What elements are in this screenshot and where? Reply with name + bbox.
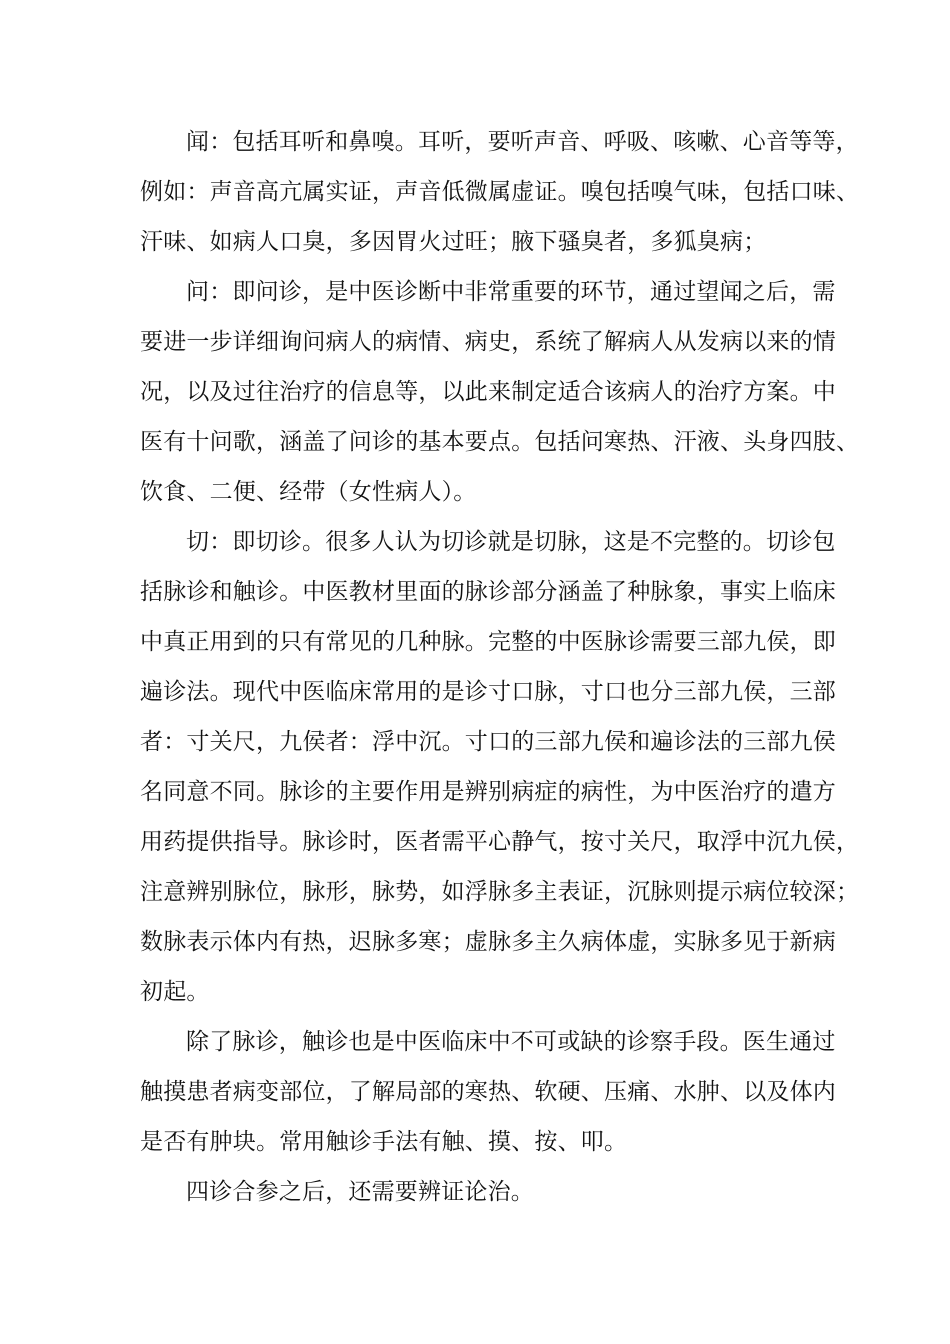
text-line: 数脉表示体内有热，迟脉多寒；虚脉多主久病体虚，实脉多见于新病 xyxy=(140,929,836,955)
text-line: 是否有肿块。常用触诊手法有触、摸、按、叩。 xyxy=(140,1129,628,1155)
text-line: 医有十问歌，涵盖了问诊的基本要点。包括问寒热、汗液、头身四肢、 xyxy=(140,429,860,455)
paragraph-palpation xyxy=(140,1022,836,1172)
text-line: 用药提供指导。脉诊时，医者需平心静气，按寸关尺，取浮中沉九侯， xyxy=(140,829,860,855)
text-line: 除了脉诊，触诊也是中医临床中不可或缺的诊察手段。医生通过 xyxy=(186,1029,836,1055)
text-line: 汗味、如病人口臭，多因胃火过旺；腋下骚臭者，多狐臭病； xyxy=(140,229,767,255)
paragraph-conclusion xyxy=(140,1172,830,1222)
paragraph-wen xyxy=(140,122,860,272)
text-line: 饮食、二便、经带（女性病人）。 xyxy=(140,479,477,505)
text-line: 中真正用到的只有常见的几种脉。完整的中医脉诊需要三部九侯，即 xyxy=(140,629,836,655)
paragraph-wen-inquiry xyxy=(140,272,860,522)
text-line: 要进一步详细询问病人的病情、病史，系统了解病人从发病以来的情 xyxy=(140,329,836,355)
text-line: 问：即问诊，是中医诊断中非常重要的环节，通过望闻之后，需 xyxy=(186,279,836,305)
text-line: 者：寸关尺，九侯者：浮中沉。寸口的三部九侯和遍诊法的三部九侯 xyxy=(140,729,836,755)
text-line: 遍诊法。现代中医临床常用的是诊寸口脉，寸口也分三部九侯，三部 xyxy=(140,679,836,705)
text-line: 切：即切诊。很多人认为切诊就是切脉，这是不完整的。切诊包 xyxy=(186,529,836,555)
text-line: 例如：声音高亢属实证，声音低微属虚证。嗅包括嗅气味，包括口味、 xyxy=(140,179,860,205)
text-line: 闻：包括耳听和鼻嗅。耳听，要听声音、呼吸、咳嗽、心音等等， xyxy=(186,129,859,155)
document-body xyxy=(140,122,860,1222)
text-line: 初起。 xyxy=(140,979,210,1005)
text-line: 触摸患者病变部位，了解局部的寒热、软硬、压痛、水肿、以及体内 xyxy=(140,1079,836,1105)
text-line: 括脉诊和触诊。中医教材里面的脉诊部分涵盖了种脉象，事实上临床 xyxy=(140,579,836,605)
text-line: 四诊合参之后，还需要辨证论治。 xyxy=(186,1179,534,1205)
paragraph-qie xyxy=(140,522,860,1022)
text-line: 况，以及过往治疗的信息等，以此来制定适合该病人的治疗方案。中 xyxy=(140,379,836,405)
text-line: 注意辨别脉位，脉形，脉势，如浮脉多主表证，沉脉则提示病位较深； xyxy=(140,879,860,905)
text-line: 名同意不同。脉诊的主要作用是辨别病症的病性，为中医治疗的遣方 xyxy=(140,779,836,805)
